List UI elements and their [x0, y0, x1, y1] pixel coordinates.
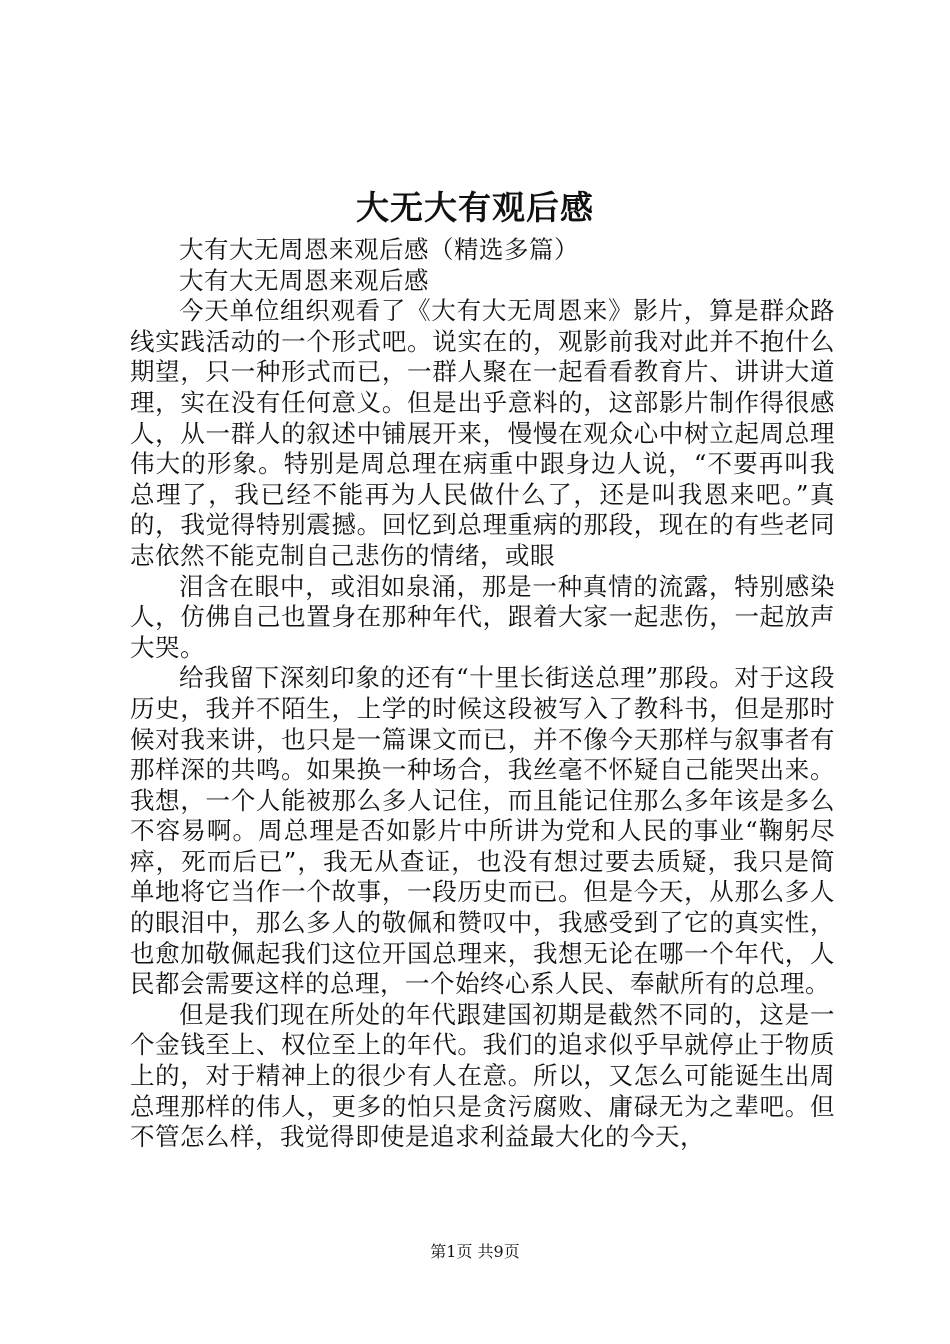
- body-paragraph: 今天单位组织观看了《大有大无周恩来》影片，算是群众路线实践活动的一个形式吧。说实在的，观影前我对此并不抱什么期望，只一种形式而已，一群人聚在一起看看教育片、讲讲大道理，实在没有任何意义。但是出乎意料的，这部影片制作得很感人，从一群人的叙述中铺展开来，慢慢在观众心中树立起周总理伟大的形象。特别是周总理在病重中跟身边人说，“不要再叫我总理了，我已经不能再为人民做什么了，还是叫我恩来吧。”真的，我觉得特别震撼。回忆到总理重病的那段，现在的有些老同志依然不能克制自己悲伤的情绪，或眼: [130, 296, 835, 570]
- document-title: 大无大有观后感: [356, 188, 594, 227]
- document-body: [130, 235, 835, 1153]
- body-paragraph: 泪含在眼中，或泪如泉涌，那是一种真情的流露，特别感染人，仿佛自己也置身在那种年代，跟着大家一起悲伤，一起放声大哭。: [130, 571, 835, 662]
- subtitle-paragraph: 大有大无周恩来观后感（精选多篇）: [179, 235, 579, 264]
- body-paragraph: 但是我们现在所处的年代跟建国初期是截然不同的，这是一个金钱至上、权位至上的年代。我们的追求似乎早就停止于物质上的，对于精神上的很少有人在意。所以，又怎么可能诞生出周总理那样的伟人，更多的怕只是贪污腐败、庸碌无为之辈吧。但不管怎么样，我觉得即使是追求利益最大化的今天，: [130, 999, 835, 1152]
- body-paragraph: 给我留下深刻印象的还有“十里长街送总理”那段。对于这段历史，我并不陌生，上学的时候这段被写入了教科书，但是那时候对我来讲，也只是一篇课文而已，并不像今天那样与叙事者有那样深的共鸣。如果换一种场合，我丝毫不怀疑自己能哭出来。我想，一个人能被那么多人记住，而且能记住那么多年该是多么不容易啊。周总理是否如影片中所讲为党和人民的事业“鞠躬尽瘁，死而后已”，我无从查证，也没有想过要去质疑，我只是简单地将它当作一个故事，一段历史而已。但是今天，从那么多人的眼泪中，那么多人的敬佩和赞叹中，我感受到了它的真实性，也愈加敬佩起我们这位开国总理来，我想无论在哪一个年代，人民都会需要这样的总理，一个始终心系人民、奉献所有的总理。: [130, 663, 835, 999]
- page-footer: 第1页 共9页: [430, 1242, 520, 1261]
- heading-paragraph: 大有大无周恩来观后感: [179, 265, 429, 295]
